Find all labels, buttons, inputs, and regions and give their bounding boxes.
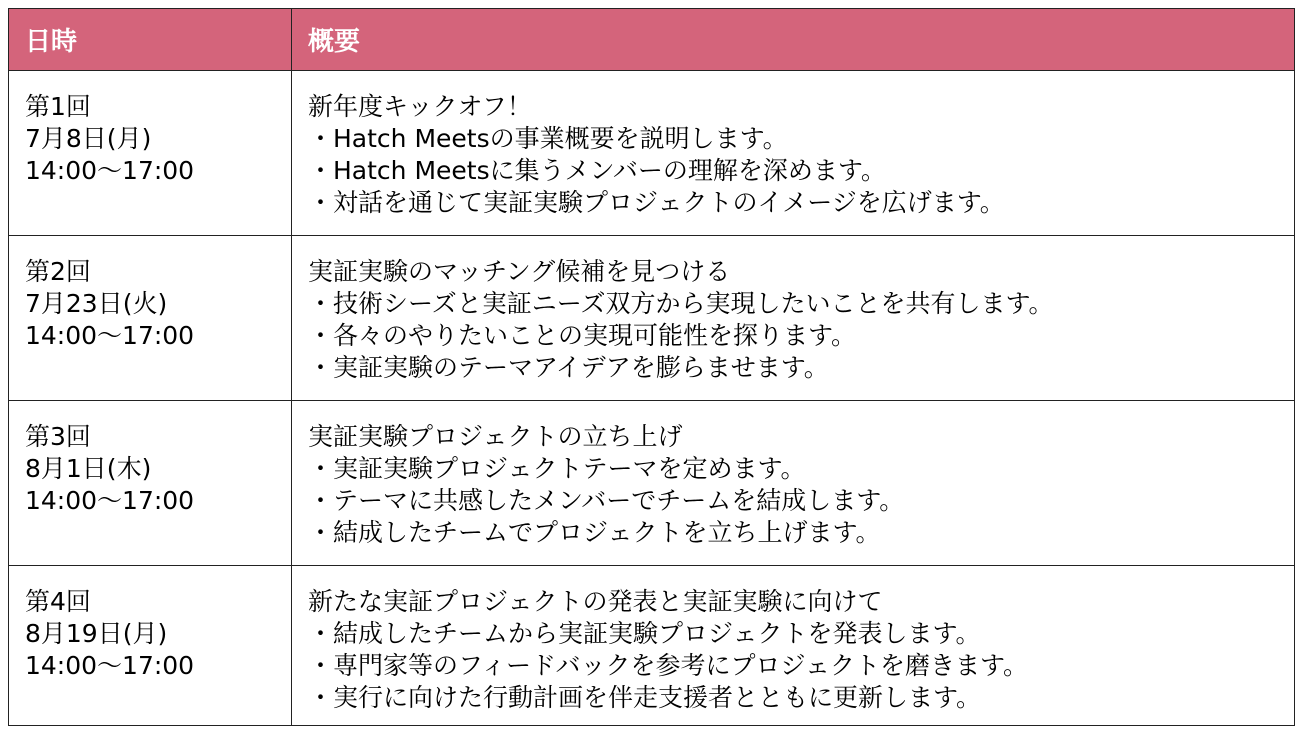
session-date: 8月19日(月): [25, 619, 168, 648]
session-row-4: [9, 566, 1295, 726]
session-time: 14:00〜17:00: [25, 321, 195, 350]
session-bullet: ・Hatch Meetsに集うメンバーの理解を深めます。: [308, 156, 886, 185]
session-title: 新たな実証プロジェクトの発表と実証実験に向けて: [308, 587, 883, 616]
header-row: [9, 9, 1295, 71]
session-number: 第1回: [25, 92, 91, 121]
session-number: 第3回: [25, 422, 91, 451]
schedule-table: [8, 8, 1295, 726]
session-summary-cell: [292, 71, 1295, 236]
session-number: 第4回: [25, 587, 91, 616]
session-title: 実証実験のマッチング候補を見つける: [308, 257, 731, 286]
session-datetime-cell: [9, 401, 292, 566]
header-datetime: 日時: [9, 9, 292, 71]
session-date: 8月1日(木): [25, 454, 152, 483]
session-bullet: ・Hatch Meetsの事業概要を説明します。: [308, 124, 788, 153]
session-number: 第2回: [25, 257, 91, 286]
session-title: 実証実験プロジェクトの立ち上げ: [308, 422, 683, 451]
session-date: 7月23日(火): [25, 289, 168, 318]
session-row-3: [9, 401, 1295, 566]
session-summary-cell: [292, 236, 1295, 401]
session-bullet: ・実行に向けた行動計画を伴走支援者とともに更新します。: [308, 683, 982, 712]
session-time: 14:00〜17:00: [25, 486, 195, 515]
session-row-2: [9, 236, 1295, 401]
session-bullet: ・実証実験のテーマアイデアを膨らませます。: [308, 353, 829, 382]
session-date: 7月8日(月): [25, 124, 152, 153]
session-bullet: ・専門家等のフィードバックを参考にプロジェクトを磨きます。: [308, 651, 1029, 680]
session-time: 14:00〜17:00: [25, 651, 195, 680]
session-row-1: [9, 71, 1295, 236]
header-summary: 概要: [292, 9, 1295, 71]
session-bullet: ・対話を通じて実証実験プロジェクトのイメージを広げます。: [308, 188, 1005, 217]
session-summary-cell: [292, 566, 1295, 726]
session-datetime-cell: [9, 566, 292, 726]
session-time: 14:00〜17:00: [25, 156, 195, 185]
session-bullet: ・結成したチームでプロジェクトを立ち上げます。: [308, 518, 881, 547]
session-bullet: ・テーマに共感したメンバーでチームを結成します。: [308, 486, 905, 515]
session-datetime-cell: [9, 236, 292, 401]
session-title: 新年度キックオフ！: [308, 92, 532, 121]
session-bullet: ・結成したチームから実証実験プロジェクトを発表します。: [308, 619, 981, 648]
session-bullet: ・各々のやりたいことの実現可能性を探ります。: [308, 321, 857, 350]
session-summary-cell: [292, 401, 1295, 566]
session-datetime-cell: [9, 71, 292, 236]
session-bullet: ・実証実験プロジェクトテーマを定めます。: [308, 454, 806, 483]
session-bullet: ・技術シーズと実証ニーズ双方から実現したいことを共有します。: [308, 289, 1054, 318]
